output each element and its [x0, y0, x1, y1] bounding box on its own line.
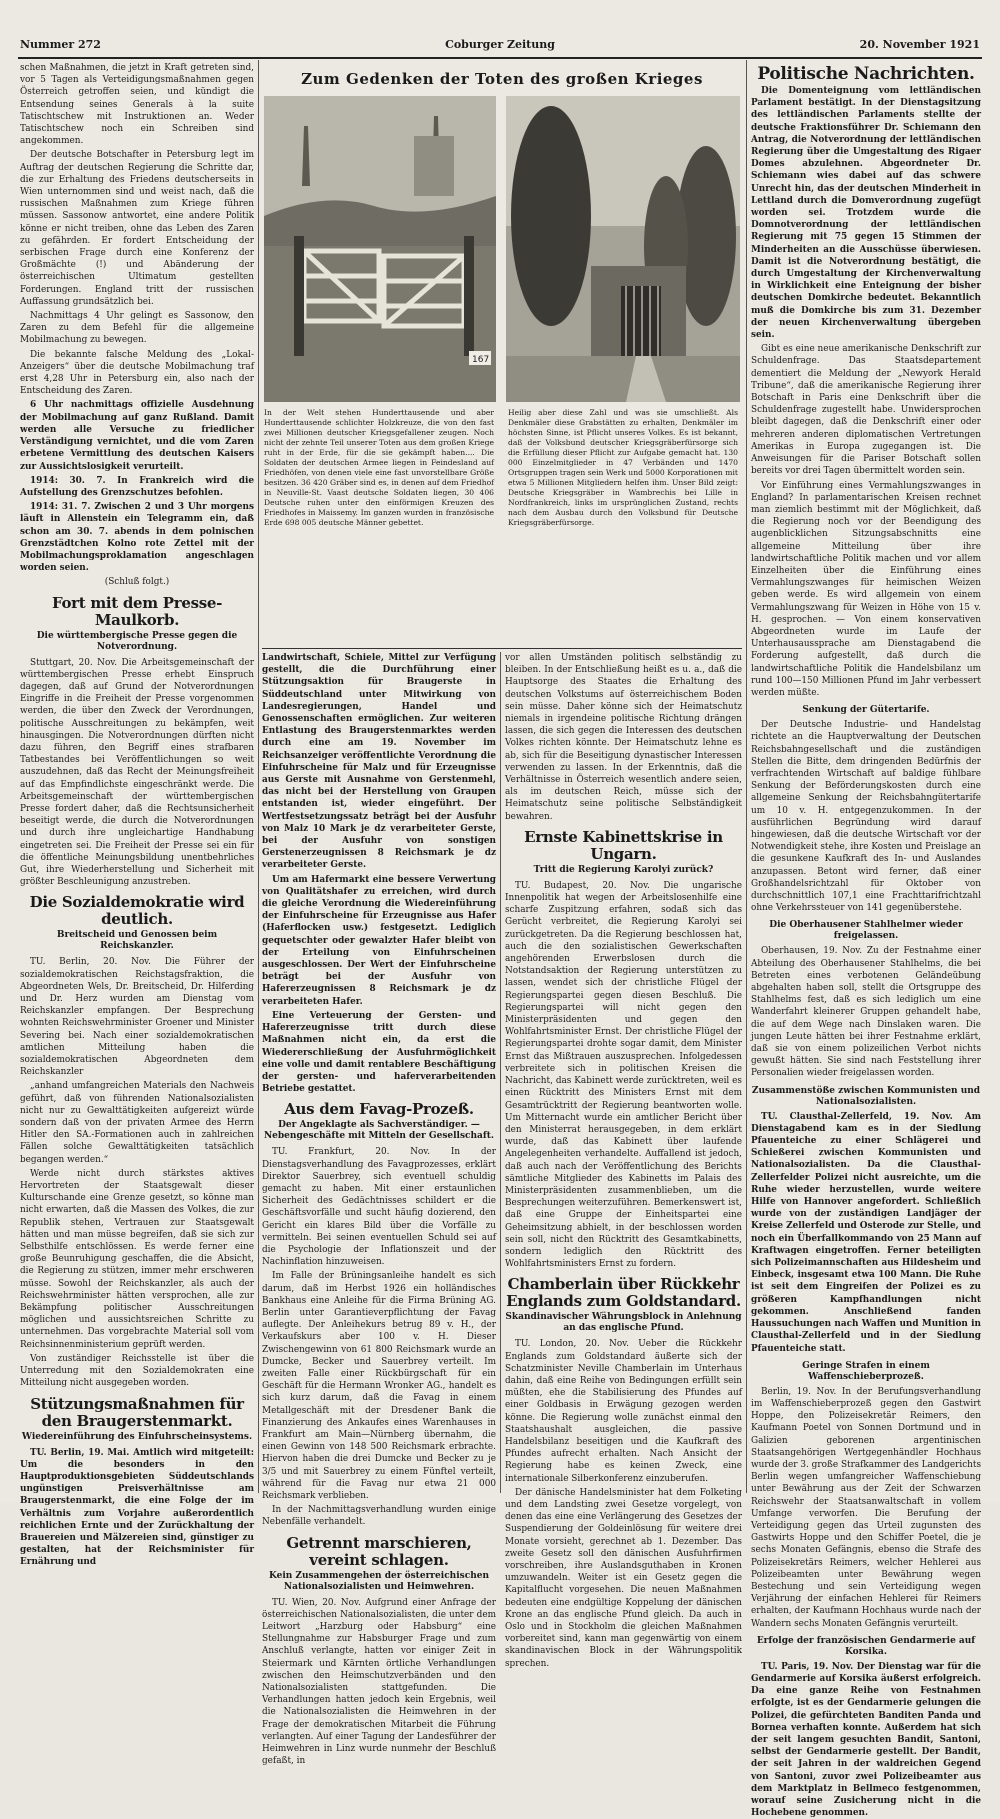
- subheadline: Kein Zusammengehen der österreichischen Nationalsozialisten und Heimwehren.: [268, 1570, 490, 1592]
- article-paragraph: Berlin, 19. Nov. In der Berufungsverhandlung im Waffenschieberprozeß gegen den Gastwirt Hoppe, den Polizeisekretär Reimers, den Kaufmann Poetel von Sonnen Dortmund und in Galizien geborenen argentinischen Staatsangehörigen Wertgegenhändler Hochhaus wurde der 3. große Strafkammer des Landgerichts Berlin wegen umfangreicher Waffenschiebung unter Bewährung aus der Zeit der Schwarzen Reichswehr der Staatsanwaltschaft in vollem Umfange verworfen. Die Berufung der Verteidigung gegen das Urteil zugunsten des Gastwirts Hoppe und den Schiffer Poetel, die je sechs Monaten Gefängnis, ebenso die Strafe des Polizeisekretärs Reimers, welcher Hehlerei aus Polizeibeamten unter Bewährung wegen Bestechung und sein Verteidigung wegen Verjährung der einfachen Hehlerei für Reimers erhalten, der Kaufmann Hochhaus wurde nach der Wandern sechs Monaten Gefängnis verurteilt.: [751, 1386, 981, 1629]
- article-paragraph: Vor Einführung eines Vermahlungszwanges in England? In parlamentarischen Kreisen rechnet man ziemlich bestimmt mit der Möglichkeit, daß die Regierung noch vor der Beendigung des augenblicklichen Sitzungsabschnitts eine allgemeine Mitteilung über ihre landwirtschaftliche Politik machen und vor allem Einzelheiten über die Einführung eines Vermahlungszwanges für heimischen Weizen geben werde. Es wird allgemein von einem Vermahlungszwang für Weizen in Höhe von 15 v. H. gesprochen. — Von einem konservativen Abgeordneten wurde im Laufe der Unterhausaussprache am Dienstagabend die Forderung aufgestellt, daß durch die landwirtschaftliche Politik die Handelsbilanz um rund 100—150 Millionen Pfund im Jahr verbessert werden müßte.: [751, 480, 981, 698]
- article-paragraph: 1914: 31. 7. Zwischen 2 und 3 Uhr morgens läuft in Allenstein ein Telegramm ein, daß schon am 30. 7. abends in dem polnischen Grenzstädtchen Kolno rote Zettel mit der Mobilmachungsproklamation angeschlagen worden seien.: [20, 502, 254, 574]
- subheadline: Geringe Strafen in einem Waffenschieberprozeß.: [802, 1360, 930, 1382]
- column-divider: [500, 652, 501, 1493]
- subheadline: Breitscheid und Genossen beim Reichskanzler.: [56, 930, 218, 952]
- article-paragraph: Stuttgart, 20. Nov. Die Arbeitsgemeinschaft der württembergischen Presse erhebt Einspruch dagegen, daß auf Grund der Notverordnungen Eingriffe in die Freiheit der Presse vorgenommen werden, die über den Zweck der Verordnungen, politische Ausschreitungen zu bekämpfen, weit hinausgingen. Die Notverordnungen dürften nicht dazu führen, den Begriff eines strafbaren Tatbestandes bei Veröffentlichungen so weit auszudehnen, daß das Recht der Meinungsfreiheit auf das Empfindlichste eingeschränkt werde. Die Arbeitsgemeinschaft der württembergischen Presse fordert daher, daß die Rechtsunsicherheit beseitigt werde, die durch die Notverordnungen und durch ihre ungleichartige Handhabung eingetreten sei. Die Freiheit der Presse sei ein für die öffentliche Meinungsbildung unentbehrliches Gut, ihre Wiederherstellung und Sicherheit mit größter Beschleunigung anzustreben.: [20, 657, 254, 888]
- issue-date: 20. November 1921: [859, 38, 980, 51]
- article-paragraph: TU. Frankfurt, 20. Nov. In der Dienstagsverhandlung des Favagprozesses, erklärt Direktor Sauerbrey, sich eventuell schuldig gemacht zu haben. Mit einer erstaunlichen Sicherheit des Gedächtnisses schildert er die Geschäftsvorfälle und sucht häufig dozierend, den Gericht ein klares Bild über die Vorfälle zu vermitteln. Bei seinen eventuellen Schuld sei auf die Psychologie der Inflationszeit und der Nachinflation hinzuweisen.: [262, 1147, 496, 1268]
- column-2: [262, 652, 496, 1767]
- newspaper-title: Coburger Zeitung: [445, 38, 555, 51]
- headline: Politische Nachrichten.: [757, 64, 975, 84]
- article-paragraph: TU. Berlin, 19. Mai. Amtlich wird mitgeteilt: Um die besonders in den Hauptproduktionsgebieten Süddeutschlands ungünstigen Preisverhältnisse am Braugerstenmarkt, die eine Folge der im Verhältnis zum Vorjahre außerordentlich reichlichen Ernte und der Zurückhaltung der Brauereien und Mälzereien sind, günstiger zu gestalten, hat der Reichsminister für Ernährung und: [20, 1447, 254, 1568]
- article-paragraph: Der dänische Handelsminister hat dem Folketing und dem Landsting zwei Gesetze vorgelegt, von denen das eine eine Verlängerung des Gesetzes der Suspendierung der Goldeinlösung für weitere drei Monate vorsieht, gerechnet ab 1. Dezember. Das zweite Gesetz soll den dänischen Ausfuhrfirmen vorschreiben, ihre Auslandsguthaben in Kronen umzuwandeln. Weiter ist ein Gesetz gegen die Kapitalflucht vorgesehen. Die neuen Maßnahmen bedeuten eine endgültige Koppelung der dänischen Krone an das englische Pfund gleich. Da auch in Oslo und in Stockholm die gleichen Maßnahmen vorbereitet sind, kann man gegenwärtig von einem skandinavischen Block in der Währungspolitik sprechen.: [505, 1487, 742, 1669]
- article-paragraph: TU. Berlin, 20. Nov. Die Führer der sozialdemokratischen Reichstagsfraktion, die Abgeordneten Wels, Dr. Breitscheid, Dr. Hilferding und Dr. Herz wurden am Dienstag vom Reichskanzler empfangen. Der Besprechung wohnten Reichswehrminister Groener und Minister Severing bei. Nach einer sozialdemokratischen amtlichen Mitteilung haben die sozialdemokratischen Abgeordneten dem Reichskanzler: [20, 957, 254, 1078]
- continued-note: (Schluß folgt.): [104, 577, 170, 588]
- article-paragraph: Um am Hafermarkt eine bessere Verwertung von Qualitätshafer zu erreichen, wird durch die gleiche Verordnung die Wiedereinführung der Einfuhrscheine für Erzeugnisse aus Hafer (Haferflocken usw.) festgesetzt. Lediglich gequetschter oder gewalzter Hafer bleibt von der Erteilung von Einfuhrscheinen ausgeschlossen. Der Wert der Einfuhrscheine beträgt bei der Ausfuhr von Hafererzeugnissen 8 Reichsmark je dz verarbeiteten Hafer.: [262, 874, 496, 1007]
- article-paragraph: Landwirtschaft, Schiele, Mittel zur Verfügung gestellt, die die Durchführung einer Stützungsaktion für Braugerste in Süddeutschland unter Mitwirkung von Landesregierungen, Handel und Genossenschaften ermöglichen. Zur weiteren Entlastung des Braugerstenmarktes werden durch eine am 19. November im Reichsanzeiger veröffentlichte Verordnung die Einfuhrscheine für Malz und für Erzeugnisse aus Gerste mit Ausnahme von Gerstenmehl, das nicht bei der Herstellung von Graupen entstanden ist, wieder eingeführt. Der Wertfestsetzungssatz beträgt bei der Ausfuhr von Malz 10 Mark je dz verarbeiteter Gerste, bei der Ausfuhr von sonstigen Gerstenerzeugnissen 8 Reichsmark je dz verarbeiteter Gerste.: [262, 653, 496, 871]
- masthead: [20, 38, 980, 58]
- article-paragraph: In der Nachmittagsverhandlung wurden einige Nebenfälle verhandelt.: [262, 1505, 496, 1528]
- subheadline: Tritt die Regierung Karolyi zurück?: [533, 864, 714, 875]
- column-3: [505, 652, 742, 1669]
- subheadline: Erfolge der französischen Gendarmerie auf Korsika.: [756, 1635, 976, 1657]
- article-paragraph: Die Domenteignung vom lettländischen Parlament bestätigt. In der Dienstagsitzung des lettländischen Parlaments stellte der deutsche Fraktionsführer Dr. Schiemann den Antrag, die Notverordnung der lettländischen Regierung über die Umgestaltung des Rigaer Domes abzulehnen. Abgeordneter Dr. Schiemann wies dabei auf das schwere Unrecht hin, das der deutschen Minderheit in Lettland durch die Domverordnung zugefügt worden sei. Trotzdem wurde die Domnotverordnung der lettländischen Regierung mit 75 gegen 15 Stimmen der Minderheiten an die Ausschüsse überwiesen. Damit ist die Notverordnung bestätigt, die durch Umgestaltung der Kirchenverwaltung in Wirklichkeit eine Enteignung der bisher deutschen Domkirche bedeutet. Bekanntlich muß die Domkirche bis zum 31. Dezember der neuen Kirchenverwaltung übergeben sein.: [751, 86, 981, 341]
- column-divider: [258, 60, 259, 1493]
- headline: Chamberlain über Rückkehr Englands zum Goldstandard.: [506, 1275, 741, 1311]
- column-divider: [746, 60, 747, 1493]
- article-paragraph: Im Falle der Brüningsanleihe handelt es sich darum, daß im Herbst 1926 ein holländisches Bankhaus eine Anleihe für die Firma Brüning AG. Berlin unter Garantieverpflichtung der Favag auflegte. Der Anleihekurs betrug 89 v. H., der Verkaufskurs aber 100 v. H. Dieser Zwischengewinn von 61 800 Reichsmark wurde an Dumcke, Becker und Sauerbrey verteilt. Im zweiten Falle einer Rückbürgschaft für ein Geschäft für die Hermann Wronker AG., handelt es sich kurz darum, daß die Favag in einem Metallgeschäft mit der Dresdener Bank die Finanzierung des Ankaufes eines Warenhauses in Frankfurt am Main—Nürnberg übernahm, die einen Gewinn von 148 500 Reichsmark erbrachte. Hiervon haben die drei Dumcke und Becker zu je 3/5 und mit Sauerbrey zu einem Fünftel verteilt, während für die Favag nur etwa 21 000 Reichsmark verblieben.: [262, 1271, 496, 1501]
- article-paragraph: TU. Clausthal-Zellerfeld, 19. Nov. Am Dienstagabend kam es in der Siedlung Pfauenteiche zu einer Schlägerei und Schießerei zwischen Kommunisten und Nationalsozialisten. Da die Clausthal-Zellerfelder Polizei nicht ausreichte, um die Ruhe wieder herzustellen, wurde weitere Hilfe von Hannover angefordert. Schließlich wurde von der zuständigen Landjäger der Kreise Zellerfeld und Osterode zur Stelle, und noch ein Überfallkommando von 25 Mann auf Kraftwagen eingetroffen. Ferner beteiligten sich Polizeimannschaften aus Hildesheim und Einbeck, insgesamt etwa 100 Mann. Die Ruhe ist seit dem Eingreifen der Polizei es zu größeren Kampfhandlungen nicht gekommen. Anschließend fanden Haussuchungen nach Waffen und Munition in Clausthal-Zellerfeld und in der Siedlung Pfauenteiche statt.: [751, 1111, 981, 1354]
- article-paragraph: Der Deutsche Industrie- und Handelstag richtete an die Hauptverwaltung der Deutschen Reichsbahngesellschaft und die zuständigen Stellen die Bitte, dem dringenden Bedürfnis der verfrachtenden Wirtschaft auf baldige fühlbare Senkung der Beförderungskosten durch eine allgemeine Senkung der Reichsbahngütertarife um 10 v. H. entgegenzukommen. In der ausführlichen Begründung wird darauf hingewiesen, daß die deutsche Wirtschaft vor der Notwendigkeit stehe, ihre Kosten und Preislage an die gesunkene Kaufkraft des In- und Auslandes anzupassen. Betont wird ferner, daß einer Großhandelsrichtzahl für Oktober von durchschnittlich 107,1 eine Frachttarifrichtzahl ohne Verkehrssteuer von 141 gegenüberstehe.: [751, 720, 981, 914]
- headline: Aus dem Favag-Prozeß.: [284, 1100, 474, 1119]
- photo-bottom-rule: [262, 648, 742, 649]
- subheadline: Zusammenstöße zwischen Kommunisten und Nationalsozialisten.: [751, 1085, 981, 1107]
- photo-caption-right: Heilig aber diese Zahl und was sie umschließt. Als Denkmäler diese Grabstätten zu erhalten, Denkmäler im höchsten Sinne, ist Pflicht unseres Volkes. Es ist bekannt, daß der Volksbund deutscher Kriegsgräberfürsorge sich die Erfüllung dieser Pflicht zur Aufgabe gemacht hat. 130 000 Einzelmitglieder in 47 Verbänden und 1470 Ortsgruppen tragen sein Werk und 5000 Korporationen mit etwa 5 Millionen Mitgliedern helfen ihm. Unser Bild zeigt: Deutsche Kriegsgräber in Wambrechis bei Lille in Nordfrankreich, links im ursprünglichen Zustand, rechts nach dem Ausbau durch den Volksbund für Deutsche Kriegsgräberfürsorge.: [508, 408, 738, 527]
- cemetery-photo-after: [506, 96, 740, 402]
- photo-caption-left: In der Welt stehen Hunderttausende und aber Hunderttausende schlichter Holzkreuze, die von den fast zwei Millionen deutscher Kriegsgefallener zeugen. Noch nicht der zehnte Teil unserer Toten aus dem großen Kriege ruht in der Erde, für die sie gekämpft haben.... Die Soldaten der deutschen Armee liegen in Feindesland auf Friedhöfen, von denen viele eine fast unvorstellbare Größe besitzen. 36 420 Gräber sind es, in denen auf dem Friedhof in Neuville-St. Vaast deutsche Soldaten liegen, 30 406 Deutsche ruhen unter den einförmigen Kreuzen des Friedhofes in Maissemy. Im ganzen wurden in französische Erde 698 005 deutsche Männer gebettet.: [264, 408, 494, 527]
- subheadline: Skandinavischer Währungsblock in Anlehnung an das englische Pfund.: [505, 1312, 742, 1334]
- article-paragraph: Eine Verteuerung der Gersten- und Hafererzeugnisse tritt durch diese Maßnahmen nicht ein, da erst die Wiedererschließung der Ausfuhrmöglichkeit eine volle und damit rentablere Beschäftigung der gersten- und haferverarbeitenden Betriebe gestattet.: [262, 1010, 496, 1095]
- memorial-photo-feature: [262, 64, 742, 646]
- article-paragraph: TU. London, 20. Nov. Ueber die Rückkehr Englands zum Goldstandard äußerte sich der Schatzminister Neville Chamberlain im Unterhaus dahin, daß eine Reihe von Bedingungen erfüllt sein müßten, ehe die Stabilisierung des Pfundes auf einer Goldbasis in Erwägung gezogen werden könne. Die Regierung wolle zunächst einmal den Staatshaushalt ausgleichen, die passive Handelsbilanz beseitigen und die Kaufkraft des Pfundes aufrecht erhalten. Nach Ansicht der Regierung habe es keinen Zweck, eine internationale Silberkonferenz einzuberufen.: [505, 1339, 742, 1484]
- article-paragraph: TU. Paris, 19. Nov. Der Dienstag war für die Gendarmerie auf Korsika äußerst erfolgreich. Da eine ganze Reihe von Festnahmen erfolgte, ist es der Gendarmerie gelungen die Polizei, die gefürchteten Banditen Panda und Bornea verhaften konnte. Außerdem hat sich der seit langem gesuchten Bandit, Santoni, selbst der Gendarmerie gestellt. Der Bandit, der seit Jahren in der waldreichen Gegend von Santoni, zuvor zwei Polizeibeamter aus dem Marktplatz in Bellmeco festgenommen, worauf seine Zusicherung nicht in die Hochebene genommen.: [751, 1661, 981, 1819]
- article-paragraph: Oberhausen, 19. Nov. Zu der Festnahme einer Abteilung des Oberhausener Stahlhelms, die bei Betreten eines verbotenen Geländeübung abgehalten haben soll, stellt die Ortsgruppe des Stahlhelms fest, daß es sich lediglich um eine Wanderfahrt kleinerer Gruppen gehandelt habe, die auf dem Wege nach Dinslaken waren. Die jungen Leute hätten bei ihrer Festnahme erklärt, daß sie von einem polizeilichen Verbot nichts gewußt hätten. Sie sind nach Feststellung ihrer Personalien wieder freigelassen worden.: [751, 946, 981, 1079]
- headline: Die Sozialdemokratie wird deutlich.: [29, 893, 245, 929]
- headline: Stützungsmaßnahmen für den Braugerstenmarkt.: [30, 1394, 244, 1430]
- article-paragraph: Von zuständiger Reichsstelle ist über die Unterredung mit den Sozialdemokraten eine Mitteilung nicht ausgegeben worden.: [20, 1353, 254, 1389]
- subheadline: Wiedereinführung des Einfuhrscheinsystems.: [21, 1431, 253, 1442]
- article-paragraph: Der deutsche Botschafter in Petersburg legt im Auftrag der deutschen Regierung die Schritte dar, die zur Erhaltung des Friedens deutscherseits in Wien unternommen sind und weist nach, daß die russischen Maßnahmen zum Kriege führen müssen. Sassonow antwortet, eine andere Politik könne er nicht treiben, ohne das Leben des Zaren zu gefährden. Er fordert Entscheidung der serbischen Frage durch eine Konferenz der Großmächte (!) und Abänderung der österreichischen Ultimatum gestellten Forderungen. England tritt der russischen Auffassung grundsätzlich bei.: [20, 150, 254, 307]
- article-paragraph: 6 Uhr nachmittags offizielle Ausdehnung der Mobilmachung auf ganz Rußland. Damit werden alle Versuche zu friedlicher Verständigung vernichtet, und die vom Zaren erbetene Vermittlung des deutschen Kaisers zur Aussichtslosigkeit verurteilt.: [20, 400, 254, 472]
- headline: Ernste Kabinettskrise in Ungarn.: [524, 827, 723, 863]
- sign-number: 167: [472, 355, 490, 365]
- article-paragraph: vor allen Umständen politisch selbständig zu bleiben. In der Entschließung heißt es u. a., daß die Hauptsorge des Staates die Erhaltung des deutschen Volkstums auf österreichischem Boden sein müsse. Daher könne sich der Heimatschutz niemals in irgendeine politische Richtung drängen lassen, die sich gegen die Interessen des deutschen Volkes richten könnte. Der Heimatschutz lehne es ab, sich für die Beseitigung dynastischer Interessen verwenden zu lassen. In der Erkenntnis, daß die Verhältnisse in Österreich wesentlich andere seien, als im deutschen Reich, müsse sich der Heimatschutz seine politische Selbständigkeit bewahren.: [505, 653, 742, 822]
- article-paragraph: TU. Wien, 20. Nov. Aufgrund einer Anfrage der österreichischen Nationalsozialisten, die unter dem Leitwort „Harzburg oder Habsburg“ eine Stellungnahme zur Habsburger Frage und zum Anschluß verlangte, hatten vor einiger Zeit in Steiermark und Kärnten örtliche Verhandlungen zwischen den Heimschutzverbänden und den Nationalsozialisten stattgefunden. Die Verhandlungen hatten jedoch kein Ergebnis, weil die Nationalsozialisten die Heimwehren in der Frage der demokratischen Mitarbeit die Führung verlangten. Auf einer Tagung der Landesführer der Heimwehren in Linz wurde nunmehr der Beschluß gefaßt, in: [262, 1597, 496, 1767]
- headline: Fort mit dem Presse-Maulkorb.: [51, 593, 223, 629]
- subheadline: Die württembergische Presse gegen die Notverordnung.: [36, 630, 238, 652]
- article-paragraph: TU. Budapest, 20. Nov. Die ungarische Innenpolitik hat wegen der Arbeitslosenhilfe eine scharfe Zuspitzung erfahren, sodaß sich das Gerücht verbreitet, die Regierung Karolyi sei zurückgetreten. Da die Regierung beschlossen hat, auch die den sozialistischen Gewerkschaften angehörenden Erwerbslosen durch die Notstandsaktion der Regierung unterstützen zu lassen, wendet sich der christliche Flügel der Regierungspartei gegen diesen Beschluß. Die Regierungspartei will nicht gegen den Ministerpräsidenten und gegen den Wohlfahrtsminister Ernst. Der christliche Flügel der Regierungspartei drohte sogar damit, dem Minister Ernst das Mißtrauen auszusprechen. Infolgedessen verbreitete sich in politischen Kreisen die Nachricht, das Kabinett werde zurücktreten, weil es einen Rücktritt des Ministers Ernst mit dem Gesamtrücktritt der Regierung beantworten wolle. Um Mitternacht wurde ein amtlicher Bericht über den Ministerrat herausgegeben, in dem erklärt wurde, daß das Kabinett über laufende Angelegenheiten verhandelte. Auffallend ist jedoch, daß auch nach der Veröffentlichung des Berichts sämtliche Mitglieder des Kabinetts im Palais des Ministerpräsidenten zusammenblieben, um die Besprechungen weiterzuführen. Bemerkenswert ist, daß eine Gruppe der Einheitspartei eine Geheimsitzung abhielt, in der beschlossen worden sein soll, nicht den Rücktritt des Gesamtkabinetts, sondern lediglich den Rücktritt des Wohlfahrtsministers Ernst zu fordern.: [505, 880, 742, 1270]
- subheadline: Der Angeklagte als Sachverständiger. — Nebengeschäfte mit Mitteln der Gesellschaft.: [263, 1120, 495, 1142]
- issue-number: Nummer 272: [20, 38, 101, 51]
- column-4: [751, 62, 981, 1819]
- cemetery-photo-before: [264, 96, 496, 402]
- photo-title: Zum Gedenken der Toten des großen Krieges: [301, 70, 703, 88]
- article-paragraph: Gibt es eine neue amerikanische Denkschrift zur Schuldenfrage. Das Staatsdepartement dementiert die Meldung der „Newyork Herald Tribune“, daß die amerikanische Regierung ihrer Botschaft in Paris eine Denkschrift über die Schuldenfrage zugestellt habe. Unwidersprochen bleibt dagegen, daß die Denkschrift einer oder mehreren anderen diplomatischen Vertretungen Amerikas in Europa zugegangen ist. Die Anweisungen für die Pariser Botschaft sollen bereits vor drei Tagen übermittelt worden sein.: [751, 344, 981, 477]
- subheadline: Die Oberhausener Stahlhelmer wieder freigelassen.: [769, 920, 963, 942]
- article-paragraph: Werde nicht durch stärkstes aktives Hervortreten der Staatsgewalt dieser Kulturschande eine Grenze gesetzt, so könne man nicht erwarten, daß die Massen des Volkes, die zur Republik stehen, Vertrauen zur Staatsgewalt hätten und man müsse begreifen, daß sie sich zur Selbsthilfe entschlössen. Es werde ferner eine große Beunruhigung geschaffen, die die Absicht, die Regierung zu stützen, immer mehr erschweren müsse. Sowohl der Reichskanzler, als auch der Reichswehrminister hätten versprochen, alle zur Bekämpfung politischer Ausschreitungen möglichen und aussichtsreichen Schritte zu unternehmen. Das vorgebrachte Material soll vom Reichsinnenministerium geprüft werden.: [20, 1168, 254, 1350]
- article-paragraph: schen Maßnahmen, die jetzt in Kraft getreten sind, vor 5 Tagen als Verteidigungsmaßnahmen gegen Österreich getroffen seien, und kündigt die Entsendung seines Generals à la suite Tatischtschew mit Instruktionen an. Weder Tatischtschew noch ein Schreiben sind angekommen.: [20, 63, 254, 147]
- article-paragraph: Die bekannte falsche Meldung des „Lokal-Anzeigers“ über die deutsche Mobilmachung traf erst 4,28 Uhr in Petersburg ein, also nach der Entscheidung des Zaren.: [20, 349, 254, 397]
- masthead-rule: [18, 57, 982, 59]
- article-paragraph: 1914: 30. 7. In Frankreich wird die Aufstellung des Grenzschutzes befohlen.: [20, 475, 254, 498]
- subheadline: Senkung der Gütertarife.: [802, 705, 930, 716]
- article-paragraph: „anhand umfangreichen Materials den Nachweis geführt, daß von führenden Nationalsozialisten nicht nur zu Gewalttätigkeiten aufgereizt würde sondern daß von der privaten Armee des Herrn Hitler den SA.-Formationen auch in zahlreichen Fällen solche Gewalttätigkeiten tatsächlich begangen werden.“: [20, 1081, 254, 1165]
- article-paragraph: Nachmittags 4 Uhr gelingt es Sassonow, den Zaren zu dem Befehl für die allgemeine Mobilmachung zu bewegen.: [20, 311, 254, 346]
- headline: Getrennt marschieren, vereint schlagen.: [286, 1533, 472, 1569]
- column-1: [20, 62, 254, 1568]
